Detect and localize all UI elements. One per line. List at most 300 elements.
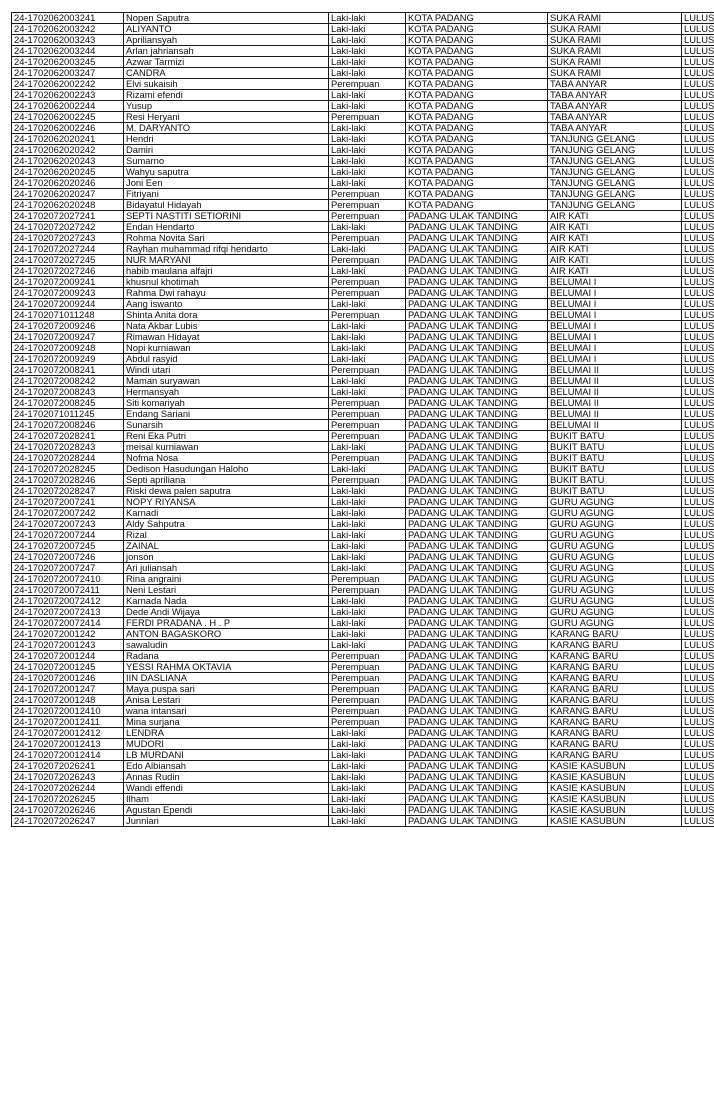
- participant-name-cell: Karnadi: [124, 508, 329, 519]
- participant-name-cell: YESSI RAHMA OKTAVIA: [124, 662, 329, 673]
- table-row: [12, 365, 714, 376]
- village-cell: SUKA RAMI: [548, 13, 682, 24]
- registration-number-cell: 24-1702072028244: [12, 453, 124, 464]
- status-cell: LULUS: [682, 552, 714, 563]
- village-cell: TANJUNG GELANG: [548, 200, 682, 211]
- registration-number-cell: 24-1702072027241: [12, 211, 124, 222]
- registration-number-cell: 24-1702072026243: [12, 772, 124, 783]
- participant-name-cell: Arlan jahriansah: [124, 46, 329, 57]
- participant-name-cell: Anisa Lestari: [124, 695, 329, 706]
- gender-cell: Laki-laki: [329, 728, 406, 739]
- table-row: [12, 772, 714, 783]
- gender-cell: Laki-laki: [329, 376, 406, 387]
- gender-cell: Laki-laki: [329, 552, 406, 563]
- gender-cell: Laki-laki: [329, 497, 406, 508]
- gender-cell: Laki-laki: [329, 596, 406, 607]
- participant-name-cell: Aang iswanto: [124, 299, 329, 310]
- gender-cell: Perempuan: [329, 398, 406, 409]
- registration-number-cell: 24-1702072001248: [12, 695, 124, 706]
- gender-cell: Laki-laki: [329, 24, 406, 35]
- district-cell: PADANG ULAK TANDING: [406, 684, 548, 695]
- registration-number-cell: 24-1702072028246: [12, 475, 124, 486]
- registration-number-cell: 24-1702072008242: [12, 376, 124, 387]
- table-row: [12, 629, 714, 640]
- table-row: [12, 662, 714, 673]
- district-cell: PADANG ULAK TANDING: [406, 288, 548, 299]
- gender-cell: Laki-laki: [329, 123, 406, 134]
- participant-name-cell: MUDORI: [124, 739, 329, 750]
- gender-cell: Laki-laki: [329, 519, 406, 530]
- table-row: [12, 607, 714, 618]
- participant-name-cell: ALIYANTO: [124, 24, 329, 35]
- registration-number-cell: 24-1702062020241: [12, 134, 124, 145]
- village-cell: TABA ANYAR: [548, 112, 682, 123]
- district-cell: KOTA PADANG: [406, 57, 548, 68]
- village-cell: BELUMAI II: [548, 409, 682, 420]
- district-cell: PADANG ULAK TANDING: [406, 750, 548, 761]
- village-cell: TABA ANYAR: [548, 79, 682, 90]
- village-cell: KASIE KASUBUN: [548, 816, 682, 827]
- participant-name-cell: Bidayatul Hidayah: [124, 200, 329, 211]
- district-cell: KOTA PADANG: [406, 90, 548, 101]
- status-cell: LULUS: [682, 255, 714, 266]
- table-row: [12, 266, 714, 277]
- district-cell: PADANG ULAK TANDING: [406, 651, 548, 662]
- table-row: [12, 68, 714, 79]
- registration-number-cell: 24-1702072009243: [12, 288, 124, 299]
- registration-number-cell: 24-1702062002246: [12, 123, 124, 134]
- table-row: [12, 343, 714, 354]
- village-cell: AIR KATI: [548, 255, 682, 266]
- participant-name-cell: khusnul khotimah: [124, 277, 329, 288]
- participant-name-cell: Shinta Anita dora: [124, 310, 329, 321]
- village-cell: BUKIT BATU: [548, 442, 682, 453]
- registration-number-cell: 24-1702072007241: [12, 497, 124, 508]
- status-cell: LULUS: [682, 475, 714, 486]
- village-cell: TANJUNG GELANG: [548, 178, 682, 189]
- table-row: [12, 233, 714, 244]
- registration-number-cell: 24-17020720072410: [12, 574, 124, 585]
- status-cell: LULUS: [682, 145, 714, 156]
- village-cell: GURU AGUNG: [548, 552, 682, 563]
- gender-cell: Perempuan: [329, 365, 406, 376]
- table-row: [12, 530, 714, 541]
- gender-cell: Laki-laki: [329, 101, 406, 112]
- village-cell: BELUMAI I: [548, 332, 682, 343]
- participant-name-cell: Nopen Saputra: [124, 13, 329, 24]
- village-cell: SUKA RAMI: [548, 46, 682, 57]
- registration-number-cell: 24-1702062002244: [12, 101, 124, 112]
- status-cell: LULUS: [682, 167, 714, 178]
- participant-name-cell: Rohma Novita Sari: [124, 233, 329, 244]
- registration-number-cell: 24-1702072026247: [12, 816, 124, 827]
- table-row: [12, 321, 714, 332]
- participant-name-cell: Ari juliansah: [124, 563, 329, 574]
- district-cell: PADANG ULAK TANDING: [406, 354, 548, 365]
- district-cell: PADANG ULAK TANDING: [406, 783, 548, 794]
- village-cell: KARANG BARU: [548, 629, 682, 640]
- table-row: [12, 79, 714, 90]
- village-cell: KASIE KASUBUN: [548, 761, 682, 772]
- registration-number-cell: 24-17020720072412: [12, 596, 124, 607]
- village-cell: BUKIT BATU: [548, 475, 682, 486]
- district-cell: PADANG ULAK TANDING: [406, 695, 548, 706]
- status-cell: LULUS: [682, 299, 714, 310]
- gender-cell: Laki-laki: [329, 563, 406, 574]
- table-row: [12, 563, 714, 574]
- table-row: [12, 332, 714, 343]
- status-cell: LULUS: [682, 134, 714, 145]
- district-cell: PADANG ULAK TANDING: [406, 233, 548, 244]
- district-cell: KOTA PADANG: [406, 200, 548, 211]
- table-row: [12, 475, 714, 486]
- participant-name-cell: Windi utari: [124, 365, 329, 376]
- village-cell: BELUMAI II: [548, 376, 682, 387]
- table-row: [12, 695, 714, 706]
- status-cell: LULUS: [682, 794, 714, 805]
- registration-number-cell: 24-1702072027245: [12, 255, 124, 266]
- district-cell: PADANG ULAK TANDING: [406, 244, 548, 255]
- village-cell: SUKA RAMI: [548, 24, 682, 35]
- village-cell: BELUMAI I: [548, 343, 682, 354]
- table-row: [12, 35, 714, 46]
- status-cell: LULUS: [682, 156, 714, 167]
- table-row: [12, 453, 714, 464]
- district-cell: PADANG ULAK TANDING: [406, 420, 548, 431]
- participant-name-cell: Septi apriliana: [124, 475, 329, 486]
- village-cell: TABA ANYAR: [548, 101, 682, 112]
- gender-cell: Perempuan: [329, 255, 406, 266]
- gender-cell: Laki-laki: [329, 156, 406, 167]
- gender-cell: Perempuan: [329, 409, 406, 420]
- participant-name-cell: Abdul rasyid: [124, 354, 329, 365]
- village-cell: KARANG BARU: [548, 673, 682, 684]
- status-cell: LULUS: [682, 376, 714, 387]
- district-cell: KOTA PADANG: [406, 134, 548, 145]
- table-row: [12, 728, 714, 739]
- table-row: [12, 684, 714, 695]
- village-cell: BELUMAI II: [548, 420, 682, 431]
- district-cell: PADANG ULAK TANDING: [406, 673, 548, 684]
- registration-number-cell: 24-1702072027244: [12, 244, 124, 255]
- status-cell: LULUS: [682, 24, 714, 35]
- registration-number-cell: 24-1702062003241: [12, 13, 124, 24]
- status-cell: LULUS: [682, 189, 714, 200]
- village-cell: SUKA RAMI: [548, 35, 682, 46]
- participant-name-cell: NUR MARYANI: [124, 255, 329, 266]
- gender-cell: Laki-laki: [329, 266, 406, 277]
- status-cell: LULUS: [682, 90, 714, 101]
- registration-number-cell: 24-1702062003242: [12, 24, 124, 35]
- table-row: [12, 222, 714, 233]
- status-cell: LULUS: [682, 46, 714, 57]
- status-cell: LULUS: [682, 354, 714, 365]
- gender-cell: Perempuan: [329, 673, 406, 684]
- registration-number-cell: 24-1702072007244: [12, 530, 124, 541]
- village-cell: KASIE KASUBUN: [548, 783, 682, 794]
- status-cell: LULUS: [682, 332, 714, 343]
- table-row: [12, 288, 714, 299]
- district-cell: PADANG ULAK TANDING: [406, 376, 548, 387]
- registration-number-cell: 24-1702072001243: [12, 640, 124, 651]
- table-row: [12, 596, 714, 607]
- participant-name-cell: Rizal: [124, 530, 329, 541]
- district-cell: PADANG ULAK TANDING: [406, 541, 548, 552]
- table-row: [12, 13, 714, 24]
- status-cell: LULUS: [682, 288, 714, 299]
- table-row: [12, 783, 714, 794]
- participant-name-cell: Edo Albiansah: [124, 761, 329, 772]
- village-cell: TANJUNG GELANG: [548, 145, 682, 156]
- district-cell: PADANG ULAK TANDING: [406, 805, 548, 816]
- participant-name-cell: meisal kurniawan: [124, 442, 329, 453]
- status-cell: LULUS: [682, 695, 714, 706]
- village-cell: GURU AGUNG: [548, 541, 682, 552]
- status-cell: LULUS: [682, 563, 714, 574]
- registration-number-cell: 24-1702062003243: [12, 35, 124, 46]
- district-cell: PADANG ULAK TANDING: [406, 387, 548, 398]
- table-row: [12, 552, 714, 563]
- village-cell: BELUMAI II: [548, 398, 682, 409]
- village-cell: TANJUNG GELANG: [548, 189, 682, 200]
- district-cell: KOTA PADANG: [406, 101, 548, 112]
- participant-name-cell: Karnada Nada: [124, 596, 329, 607]
- registration-number-cell: 24-1702072026244: [12, 783, 124, 794]
- table-row: [12, 805, 714, 816]
- gender-cell: Laki-laki: [329, 46, 406, 57]
- gender-cell: Perempuan: [329, 662, 406, 673]
- gender-cell: Perempuan: [329, 189, 406, 200]
- registration-number-cell: 24-17020720012413: [12, 739, 124, 750]
- registration-number-cell: 24-1702072026245: [12, 794, 124, 805]
- gender-cell: Laki-laki: [329, 464, 406, 475]
- registration-number-cell: 24-1702071011245: [12, 409, 124, 420]
- table-row: [12, 387, 714, 398]
- participant-name-cell: NOPY RIYANSA: [124, 497, 329, 508]
- participant-name-cell: Rimawan Hidayat: [124, 332, 329, 343]
- gender-cell: Laki-laki: [329, 222, 406, 233]
- district-cell: PADANG ULAK TANDING: [406, 222, 548, 233]
- gender-cell: Laki-laki: [329, 794, 406, 805]
- gender-cell: Perempuan: [329, 79, 406, 90]
- registration-number-cell: 24-17020720072413: [12, 607, 124, 618]
- gender-cell: Laki-laki: [329, 442, 406, 453]
- registration-number-cell: 24-1702062002243: [12, 90, 124, 101]
- gender-cell: Laki-laki: [329, 783, 406, 794]
- village-cell: TANJUNG GELANG: [548, 156, 682, 167]
- status-cell: LULUS: [682, 35, 714, 46]
- participant-name-cell: FERDI PRADANA . H . P: [124, 618, 329, 629]
- village-cell: KASIE KASUBUN: [548, 772, 682, 783]
- table-row: [12, 585, 714, 596]
- district-cell: PADANG ULAK TANDING: [406, 706, 548, 717]
- gender-cell: Laki-laki: [329, 354, 406, 365]
- registration-number-cell: 24-1702072028241: [12, 431, 124, 442]
- status-cell: LULUS: [682, 596, 714, 607]
- district-cell: PADANG ULAK TANDING: [406, 607, 548, 618]
- district-cell: PADANG ULAK TANDING: [406, 585, 548, 596]
- table-row: [12, 90, 714, 101]
- gender-cell: Laki-laki: [329, 299, 406, 310]
- registration-number-cell: 24-17020720012414: [12, 750, 124, 761]
- registration-number-cell: 24-1702071011248: [12, 310, 124, 321]
- registration-number-cell: 24-1702062002242: [12, 79, 124, 90]
- gender-cell: Laki-laki: [329, 244, 406, 255]
- village-cell: BELUMAI I: [548, 354, 682, 365]
- status-cell: LULUS: [682, 233, 714, 244]
- district-cell: PADANG ULAK TANDING: [406, 332, 548, 343]
- village-cell: GURU AGUNG: [548, 519, 682, 530]
- status-cell: LULUS: [682, 684, 714, 695]
- participant-name-cell: Rina angraini: [124, 574, 329, 585]
- participant-name-cell: Sumarno: [124, 156, 329, 167]
- gender-cell: Perempuan: [329, 453, 406, 464]
- district-cell: PADANG ULAK TANDING: [406, 409, 548, 420]
- table-row: [12, 794, 714, 805]
- status-cell: LULUS: [682, 585, 714, 596]
- table-row: [12, 211, 714, 222]
- table-row: [12, 200, 714, 211]
- gender-cell: Perempuan: [329, 200, 406, 211]
- district-cell: PADANG ULAK TANDING: [406, 816, 548, 827]
- gender-cell: Laki-laki: [329, 772, 406, 783]
- district-cell: PADANG ULAK TANDING: [406, 266, 548, 277]
- gender-cell: Laki-laki: [329, 68, 406, 79]
- participant-name-cell: Nata Akbar Lubis: [124, 321, 329, 332]
- gender-cell: Laki-laki: [329, 387, 406, 398]
- table-row: [12, 57, 714, 68]
- registration-number-cell: 24-1702062020248: [12, 200, 124, 211]
- registration-number-cell: 24-17020720012412: [12, 728, 124, 739]
- table-row: [12, 750, 714, 761]
- district-cell: KOTA PADANG: [406, 24, 548, 35]
- district-cell: PADANG ULAK TANDING: [406, 310, 548, 321]
- registration-number-cell: 24-1702072007246: [12, 552, 124, 563]
- participant-name-cell: Mina surjana: [124, 717, 329, 728]
- participant-name-cell: Endang Sariani: [124, 409, 329, 420]
- district-cell: PADANG ULAK TANDING: [406, 464, 548, 475]
- participant-name-cell: Maman suryawan: [124, 376, 329, 387]
- district-cell: PADANG ULAK TANDING: [406, 618, 548, 629]
- registration-number-cell: 24-1702062020243: [12, 156, 124, 167]
- status-cell: LULUS: [682, 178, 714, 189]
- gender-cell: Laki-laki: [329, 343, 406, 354]
- status-cell: LULUS: [682, 629, 714, 640]
- gender-cell: Laki-laki: [329, 508, 406, 519]
- registration-number-cell: 24-17020720012410: [12, 706, 124, 717]
- district-cell: KOTA PADANG: [406, 112, 548, 123]
- district-cell: PADANG ULAK TANDING: [406, 519, 548, 530]
- village-cell: GURU AGUNG: [548, 618, 682, 629]
- district-cell: PADANG ULAK TANDING: [406, 662, 548, 673]
- status-cell: LULUS: [682, 519, 714, 530]
- participant-name-cell: Wandi effendi: [124, 783, 329, 794]
- gender-cell: Perempuan: [329, 651, 406, 662]
- table-row: [12, 46, 714, 57]
- participant-name-cell: Nofma Nosa: [124, 453, 329, 464]
- district-cell: KOTA PADANG: [406, 156, 548, 167]
- village-cell: KASIE KASUBUN: [548, 805, 682, 816]
- gender-cell: Perempuan: [329, 112, 406, 123]
- district-cell: PADANG ULAK TANDING: [406, 453, 548, 464]
- participant-name-cell: Radana: [124, 651, 329, 662]
- village-cell: KARANG BARU: [548, 640, 682, 651]
- registration-number-cell: 24-1702062020246: [12, 178, 124, 189]
- table-row: [12, 310, 714, 321]
- status-cell: LULUS: [682, 112, 714, 123]
- participant-name-cell: Elvi sukaisih: [124, 79, 329, 90]
- district-cell: PADANG ULAK TANDING: [406, 255, 548, 266]
- status-cell: LULUS: [682, 706, 714, 717]
- registration-number-cell: 24-1702072001246: [12, 673, 124, 684]
- district-cell: KOTA PADANG: [406, 123, 548, 134]
- status-cell: LULUS: [682, 222, 714, 233]
- participant-name-cell: CANDRA: [124, 68, 329, 79]
- registration-number-cell: 24-1702062020242: [12, 145, 124, 156]
- gender-cell: Perempuan: [329, 310, 406, 321]
- registration-number-cell: 24-1702072027246: [12, 266, 124, 277]
- district-cell: KOTA PADANG: [406, 35, 548, 46]
- registration-number-cell: 24-1702072009241: [12, 277, 124, 288]
- table-row: [12, 255, 714, 266]
- participant-name-cell: Azwar Tarmizi: [124, 57, 329, 68]
- status-cell: LULUS: [682, 761, 714, 772]
- village-cell: KARANG BARU: [548, 695, 682, 706]
- gender-cell: Laki-laki: [329, 332, 406, 343]
- status-cell: LULUS: [682, 750, 714, 761]
- district-cell: PADANG ULAK TANDING: [406, 486, 548, 497]
- gender-cell: Laki-laki: [329, 805, 406, 816]
- table-row: [12, 156, 714, 167]
- participant-name-cell: Rayhan muhammad rifqi hendarto: [124, 244, 329, 255]
- status-cell: LULUS: [682, 541, 714, 552]
- participant-name-cell: Apriliansyah: [124, 35, 329, 46]
- table-row: [12, 706, 714, 717]
- registration-number-cell: 24-1702072028247: [12, 486, 124, 497]
- table-row: [12, 134, 714, 145]
- gender-cell: Laki-laki: [329, 178, 406, 189]
- participant-name-cell: Dede Andi Wijaya: [124, 607, 329, 618]
- village-cell: TANJUNG GELANG: [548, 167, 682, 178]
- status-cell: LULUS: [682, 453, 714, 464]
- table-row: [12, 717, 714, 728]
- registration-number-cell: 24-1702072027243: [12, 233, 124, 244]
- participant-name-cell: Maya puspa sari: [124, 684, 329, 695]
- table-row: [12, 618, 714, 629]
- district-cell: PADANG ULAK TANDING: [406, 365, 548, 376]
- table-row: [12, 640, 714, 651]
- participant-name-cell: Damiri: [124, 145, 329, 156]
- participant-name-cell: Aldy Sahputra: [124, 519, 329, 530]
- status-cell: LULUS: [682, 673, 714, 684]
- district-cell: PADANG ULAK TANDING: [406, 552, 548, 563]
- table-row: [12, 541, 714, 552]
- status-cell: LULUS: [682, 805, 714, 816]
- village-cell: AIR KATI: [548, 244, 682, 255]
- village-cell: KARANG BARU: [548, 717, 682, 728]
- status-cell: LULUS: [682, 717, 714, 728]
- gender-cell: Laki-laki: [329, 739, 406, 750]
- participant-name-cell: Yusup: [124, 101, 329, 112]
- table-row: [12, 739, 714, 750]
- table-row: [12, 442, 714, 453]
- registration-number-cell: 24-1702072001242: [12, 629, 124, 640]
- registration-number-cell: 24-1702062020245: [12, 167, 124, 178]
- table-row: [12, 673, 714, 684]
- status-cell: LULUS: [682, 497, 714, 508]
- status-cell: LULUS: [682, 211, 714, 222]
- district-cell: PADANG ULAK TANDING: [406, 574, 548, 585]
